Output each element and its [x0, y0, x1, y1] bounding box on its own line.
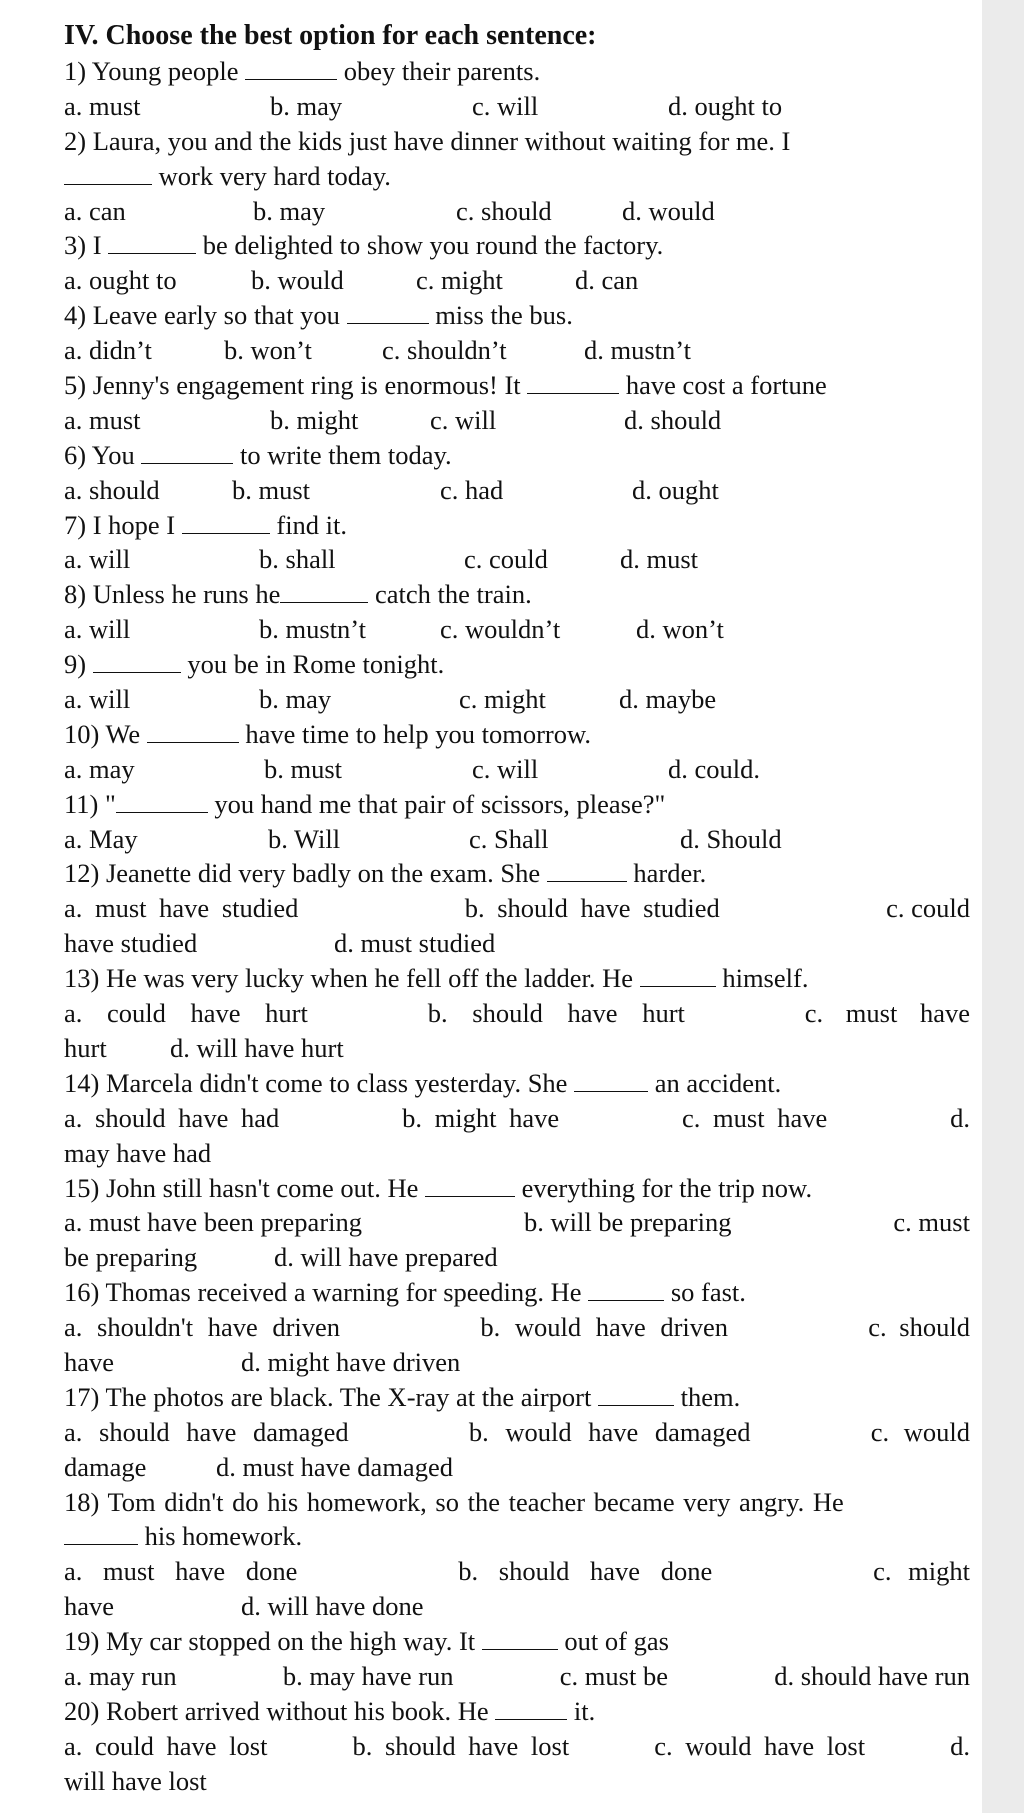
- question-13: [64, 961, 970, 996]
- option-c: c. might: [873, 1556, 970, 1587]
- option-c-continued: have studied: [64, 928, 198, 959]
- option-a: a. should have damaged: [64, 1416, 349, 1447]
- question-8-options: [64, 612, 970, 647]
- question-6-text-pre: 6) You: [64, 439, 142, 470]
- question-13-options: [64, 996, 970, 1031]
- question-19: [64, 1624, 970, 1659]
- question-19-text-post: out of gas: [557, 1626, 669, 1657]
- option-c: c. must be: [559, 1660, 668, 1691]
- answer-blank: [182, 511, 270, 534]
- question-14-options-continued: [64, 1136, 970, 1171]
- option-d: d. will have done: [241, 1591, 424, 1622]
- question-20-text-post: it.: [567, 1695, 596, 1726]
- option-d: d. must have damaged: [216, 1451, 453, 1482]
- option-c: c. wouldn’t: [440, 614, 561, 645]
- option-a: a. will: [64, 684, 131, 715]
- option-c-continued: have: [64, 1591, 115, 1622]
- option-b: b. won’t: [224, 335, 312, 366]
- question-15-options: [64, 1205, 970, 1240]
- question-15-options-continued: [64, 1240, 970, 1275]
- answer-blank: [347, 301, 429, 324]
- answer-blank: [527, 371, 619, 394]
- question-18-options-continued: [64, 1589, 970, 1624]
- option-b: b. will be preparing: [523, 1207, 732, 1238]
- question-16-options-continued: [64, 1345, 970, 1380]
- option-c: c. should: [868, 1312, 970, 1343]
- option-d: d. ought to: [668, 90, 783, 121]
- question-11-text-post: you hand me that pair of scissors, please?": [207, 788, 666, 819]
- answer-blank: [547, 859, 627, 882]
- option-c-continued: damage: [64, 1451, 147, 1482]
- question-4-text-post: miss the bus.: [428, 300, 573, 331]
- option-d: d. should: [624, 404, 722, 435]
- question-19-options: [64, 1659, 970, 1694]
- option-a: a. must: [64, 90, 141, 121]
- question-11-text-pre: 11) ": [64, 788, 116, 819]
- question-6: [64, 438, 970, 473]
- question-13-text-pre: 13) He was very lucky when he fell off the ladder. He: [64, 963, 640, 994]
- question-9: [64, 647, 970, 682]
- option-d: d. won’t: [636, 614, 724, 645]
- option-c-continued: have: [64, 1346, 115, 1377]
- question-17-options-continued: [64, 1450, 970, 1485]
- question-12-options-continued: [64, 926, 970, 961]
- answer-blank: [588, 1278, 664, 1301]
- question-1-text-post: obey their parents.: [337, 56, 541, 86]
- question-6-options: [64, 473, 970, 508]
- option-c: c. could: [464, 544, 548, 575]
- question-5-text-post: have cost a fortune: [619, 370, 827, 401]
- question-17: [64, 1380, 970, 1415]
- question-14-text-post: an accident.: [648, 1067, 782, 1098]
- option-d-continued: may have had: [64, 1137, 212, 1168]
- option-c-continued: be preparing: [64, 1242, 198, 1273]
- question-5-options: [64, 403, 970, 438]
- option-b: b. may: [259, 684, 332, 715]
- question-2-text-post: work very hard today.: [152, 160, 391, 191]
- question-9-options: [64, 682, 970, 717]
- option-a: a. could have lost: [64, 1730, 268, 1761]
- option-b: b. would have driven: [480, 1312, 729, 1343]
- question-20: [64, 1694, 970, 1729]
- option-c: c. will: [472, 90, 539, 121]
- option-b: b. would: [251, 265, 344, 296]
- option-d: d.: [950, 1102, 970, 1133]
- question-1-text-pre: 1) Young people: [64, 56, 246, 86]
- option-a: a. must: [64, 404, 141, 435]
- question-7: [64, 508, 970, 543]
- option-a: a. may: [64, 753, 135, 784]
- option-c: c. might: [416, 265, 503, 296]
- question-17-text-pre: 17) The photos are black. The X-ray at the airport: [64, 1381, 598, 1412]
- option-b: b. should have hurt: [427, 998, 685, 1029]
- option-a: a. must have studied: [64, 893, 299, 924]
- option-a: a. can: [64, 195, 126, 226]
- answer-blank: [141, 441, 233, 464]
- option-c: c. will: [472, 753, 539, 784]
- option-b: b. may: [253, 195, 326, 226]
- question-7-options: [64, 542, 970, 577]
- option-d: d. mustn’t: [584, 335, 691, 366]
- option-d: d. maybe: [619, 684, 717, 715]
- option-b: b. should have done: [458, 1556, 713, 1587]
- option-b: b. Will: [268, 823, 341, 854]
- question-19-text-pre: 19) My car stopped on the high way. It: [64, 1626, 482, 1657]
- question-17-options: [64, 1415, 970, 1450]
- question-5: [64, 368, 970, 403]
- option-c: c. must have: [804, 998, 970, 1029]
- question-18: [64, 1485, 970, 1520]
- question-4-text-pre: 4) Leave early so that you: [64, 300, 347, 331]
- question-8: [64, 577, 970, 612]
- answer-blank: [64, 1522, 138, 1545]
- question-8-text-post: catch the train.: [368, 579, 532, 610]
- question-7-text-pre: 7) I hope I: [64, 509, 182, 540]
- question-16-text-pre: 16) Thomas received a warning for speeding. He: [64, 1277, 589, 1308]
- question-11-options: [64, 822, 970, 857]
- option-d: d. will have prepared: [274, 1242, 498, 1273]
- question-12-text-post: harder.: [626, 858, 707, 889]
- question-18-text-line1: 18) Tom didn't do his homework, so the teacher became very angry. He: [64, 1486, 844, 1517]
- option-a: a. May: [64, 823, 138, 854]
- answer-blank: [108, 231, 196, 254]
- answer-blank: [598, 1383, 674, 1406]
- option-c: c. must: [893, 1207, 970, 1238]
- question-9-text-post: you be in Rome tonight.: [180, 649, 445, 680]
- question-15-text-post: everything for the trip now.: [515, 1172, 813, 1203]
- answer-blank: [495, 1697, 567, 1720]
- question-17-text-post: them.: [674, 1381, 741, 1412]
- option-a: a. could have hurt: [64, 998, 308, 1029]
- option-c: c. would have lost: [654, 1730, 866, 1761]
- question-2: [64, 124, 970, 159]
- option-d: d. can: [575, 265, 639, 296]
- option-a: a. may run: [64, 1660, 177, 1691]
- question-16-text-post: so fast.: [664, 1277, 746, 1308]
- option-c-continued: hurt: [64, 1032, 107, 1063]
- question-4-options: [64, 333, 970, 368]
- option-a: a. must have been preparing: [64, 1207, 363, 1238]
- option-b: b. must: [264, 753, 343, 784]
- option-d: d. will have hurt: [170, 1032, 344, 1063]
- question-2-continued: [64, 159, 970, 194]
- answer-blank: [574, 1069, 648, 1092]
- question-20-options-continued: [64, 1764, 970, 1799]
- option-a: a. should: [64, 474, 160, 505]
- option-c: c. Shall: [469, 823, 549, 854]
- option-b: b. may have run: [282, 1660, 454, 1691]
- question-15-text-pre: 15) John still hasn't come out. He: [64, 1172, 426, 1203]
- question-18-continued: [64, 1519, 970, 1554]
- option-c: c. could: [886, 893, 970, 924]
- question-7-text-post: find it.: [269, 509, 348, 540]
- option-b: b. might: [270, 404, 359, 435]
- question-2-text-line1: 2) Laura, you and the kids just have dinner without waiting for me. I: [64, 125, 791, 156]
- answer-blank: [280, 580, 368, 603]
- option-d: d. should have run: [774, 1660, 970, 1691]
- question-1-options: [64, 89, 970, 124]
- question-14-text-pre: 14) Marcela didn't come to class yesterday. She: [64, 1067, 575, 1098]
- question-1: [64, 54, 970, 89]
- option-d: d.: [950, 1730, 970, 1761]
- answer-blank: [93, 650, 181, 673]
- option-a: a. must have done: [64, 1556, 298, 1587]
- question-11: [64, 787, 970, 822]
- question-13-options-continued: [64, 1031, 970, 1066]
- question-16-options: [64, 1310, 970, 1345]
- option-c: c. will: [430, 404, 497, 435]
- option-d: d. must studied: [334, 928, 496, 959]
- option-d: d. must: [620, 544, 699, 575]
- option-c: c. would: [870, 1416, 970, 1447]
- option-d: d. could.: [668, 753, 760, 784]
- answer-blank: [640, 964, 716, 987]
- question-15: [64, 1171, 970, 1206]
- question-3: [64, 228, 970, 263]
- option-b: b. might have: [402, 1102, 560, 1133]
- option-d: d. would: [622, 195, 715, 226]
- option-b: b. mustn’t: [259, 614, 366, 645]
- page-edge-shadow: [982, 0, 1024, 1813]
- option-a: a. will: [64, 614, 131, 645]
- option-b: b. should have studied: [464, 893, 720, 924]
- answer-blank: [425, 1174, 515, 1197]
- answer-blank: [64, 162, 152, 185]
- answer-blank: [482, 1627, 558, 1650]
- question-20-options: [64, 1729, 970, 1764]
- option-d: d. Should: [680, 823, 782, 854]
- option-b: b. may: [270, 90, 343, 121]
- option-b: b. should have lost: [352, 1730, 570, 1761]
- question-14: [64, 1066, 970, 1101]
- question-14-options: [64, 1101, 970, 1136]
- option-a: a. shouldn't have driven: [64, 1312, 341, 1343]
- question-3-options: [64, 263, 970, 298]
- question-18-text-post: his homework.: [138, 1521, 303, 1552]
- question-10-options: [64, 752, 970, 787]
- option-b: b. shall: [259, 544, 336, 575]
- question-8-text-pre: 8) Unless he runs he: [64, 579, 281, 610]
- answer-blank: [116, 790, 208, 813]
- question-10-text-pre: 10) We: [64, 718, 147, 749]
- question-2-options: [64, 194, 970, 229]
- question-4: [64, 298, 970, 333]
- question-5-text-pre: 5) Jenny's engagement ring is enormous! It: [64, 370, 528, 401]
- option-c: c. should: [456, 195, 552, 226]
- option-a: a. should have had: [64, 1102, 280, 1133]
- option-c: c. shouldn’t: [382, 335, 507, 366]
- option-a: a. ought to: [64, 265, 177, 296]
- question-12-options: [64, 891, 970, 926]
- answer-blank: [147, 720, 239, 743]
- option-d-continued: will have lost: [64, 1765, 207, 1796]
- question-6-text-post: to write them today.: [233, 439, 452, 470]
- option-a: a. will: [64, 544, 131, 575]
- option-b: b. must: [232, 474, 311, 505]
- option-c: c. must have: [682, 1102, 828, 1133]
- option-c: c. might: [459, 684, 546, 715]
- question-3-text-pre: 3) I: [64, 230, 109, 261]
- option-d: d. might have driven: [241, 1346, 461, 1377]
- question-18-options: [64, 1554, 970, 1589]
- option-d: d. ought: [632, 474, 719, 505]
- option-c: c. had: [440, 474, 504, 505]
- question-10: [64, 717, 970, 752]
- question-10-text-post: have time to help you tomorrow.: [238, 718, 592, 749]
- answer-blank: [245, 57, 337, 80]
- option-a: a. didn’t: [64, 335, 152, 366]
- question-9-text-pre: 9): [64, 649, 93, 680]
- question-3-text-post: be delighted to show you round the factory.: [196, 230, 664, 261]
- exercise-sheet: [64, 18, 970, 1799]
- question-12-text-pre: 12) Jeanette did very badly on the exam. She: [64, 858, 547, 889]
- question-12: [64, 856, 970, 891]
- option-b: b. would have damaged: [468, 1416, 751, 1447]
- question-20-text-pre: 20) Robert arrived without his book. He: [64, 1695, 496, 1726]
- question-16: [64, 1275, 970, 1310]
- exercise-title: IV. Choose the best option for each sentence:: [64, 20, 597, 51]
- question-13-text-post: himself.: [715, 963, 809, 994]
